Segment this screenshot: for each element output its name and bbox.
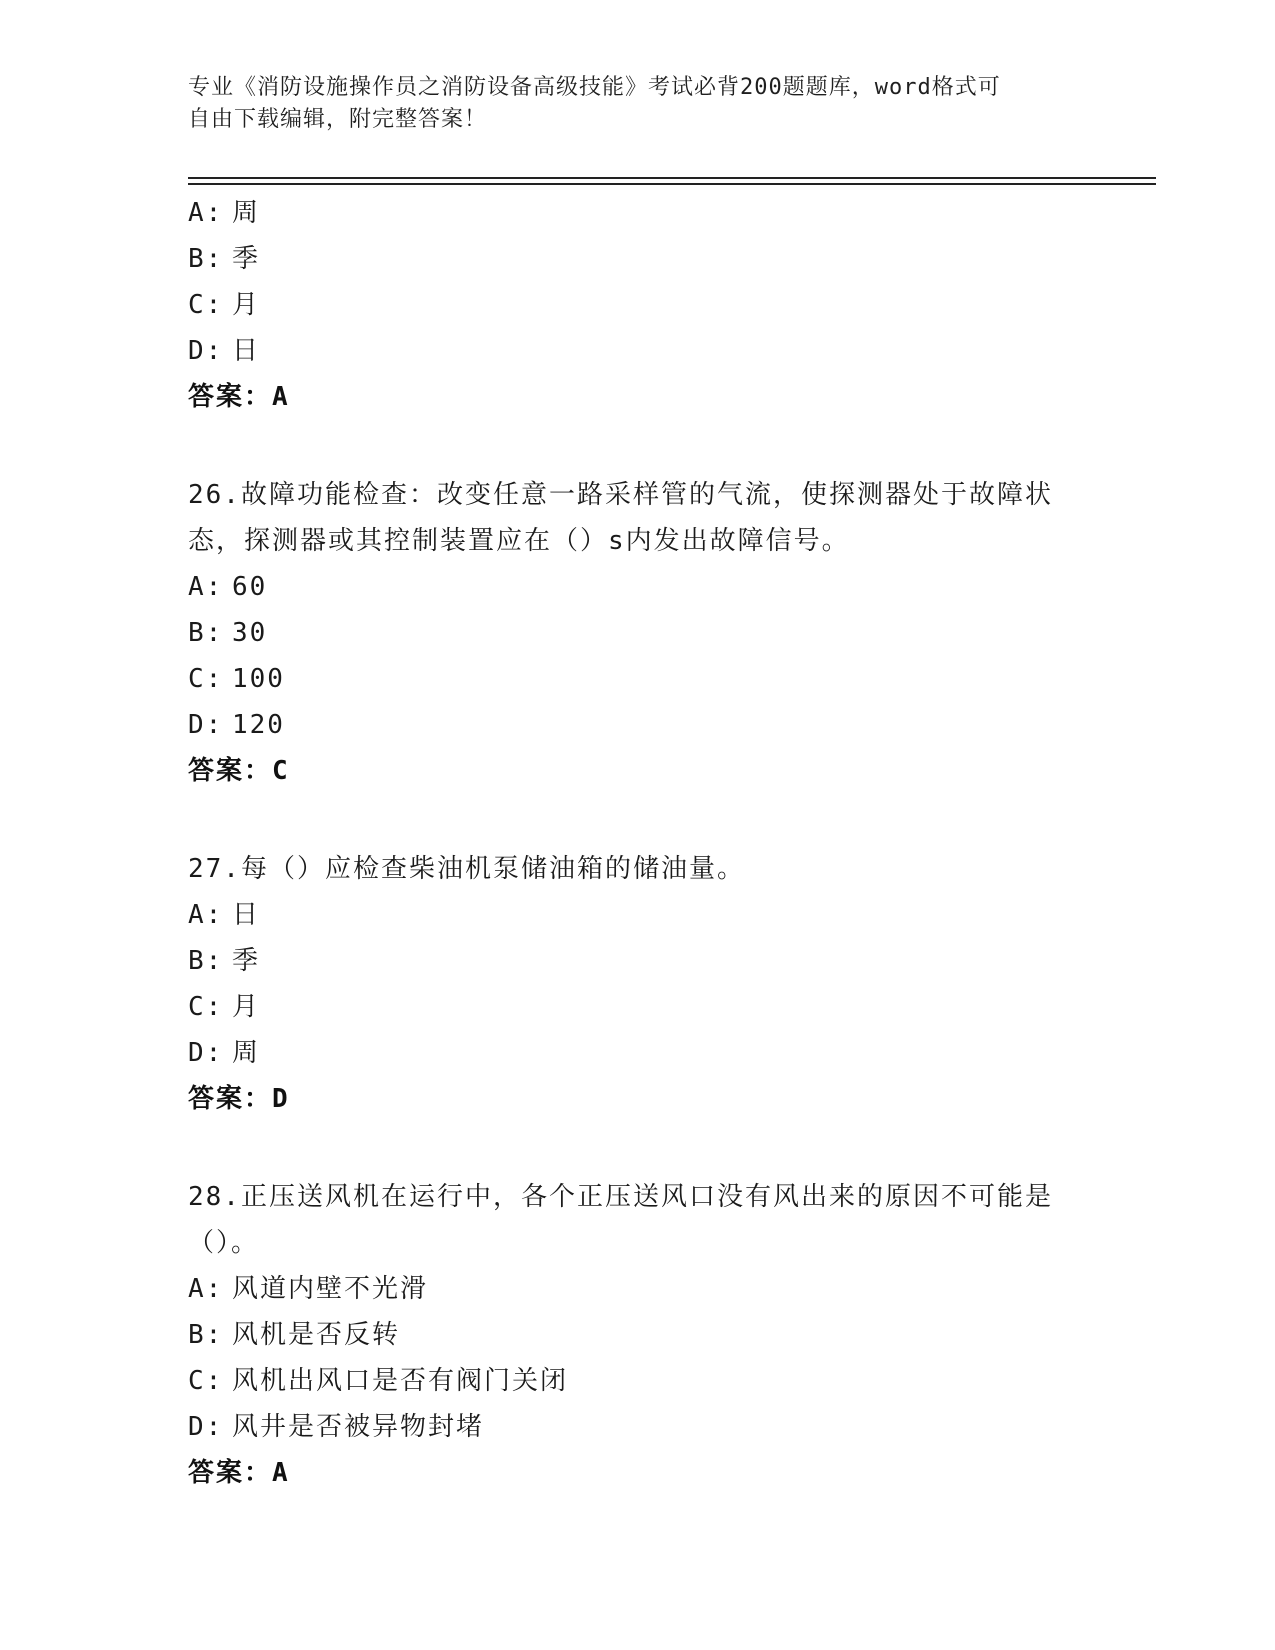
question-text-line: 27.每（）应检查柴油机泵储油箱的储油量。 [188,854,745,884]
option-b [188,1312,1088,1358]
option-key: A: [188,900,224,930]
question-continuation [188,190,1088,420]
option-text: 风道内壁不光滑 [232,1274,429,1304]
option-text: 30 [232,618,268,648]
option-key: C: [188,290,224,320]
option-b [188,236,1088,282]
option-text: 日 [232,336,261,366]
question-list [188,190,1088,1496]
option-text: 日 [232,900,261,930]
option-text: 风机是否反转 [232,1320,401,1350]
option-a [188,1266,1088,1312]
question-text-line: 26.故障功能检查：改变任意一路采样管的气流，使探测器处于故障状 [188,480,1053,510]
option-key: A: [188,572,224,602]
option-key: A: [188,198,224,228]
question-text-line: 态，探测器或其控制装置应在（）s内发出故障信号。 [188,526,850,556]
spacer [188,794,1088,846]
header-rule-bottom [188,183,1156,185]
option-text: 季 [232,244,261,274]
option-key: C: [188,1366,224,1396]
option-d [188,1030,1088,1076]
option-text: 月 [232,290,261,320]
option-a [188,190,1088,236]
header-line-2: 自由下载编辑，附完整答案！ [188,107,488,132]
header-rule-top [188,177,1156,179]
option-key: B: [188,618,224,648]
option-b [188,610,1088,656]
option-text: 风井是否被异物封堵 [232,1412,485,1442]
option-key: D: [188,1038,224,1068]
option-text: 季 [232,946,261,976]
option-text: 周 [232,198,261,228]
answer-line: 答案：A [188,1458,290,1488]
option-c [188,1358,1088,1404]
question-27 [188,846,1088,1122]
option-c [188,282,1088,328]
option-d [188,702,1088,748]
answer-line: 答案：A [188,382,290,412]
answer-line: 答案：C [188,756,290,786]
document-header [188,72,1068,136]
question-28 [188,1174,1088,1496]
option-d [188,328,1088,374]
option-key: B: [188,1320,224,1350]
option-key: C: [188,664,224,694]
option-text: 60 [232,572,268,602]
question-text-line: 28.正压送风机在运行中，各个正压送风口没有风出来的原因不可能是 [188,1182,1053,1212]
option-c [188,656,1088,702]
question-26 [188,472,1088,794]
option-key: D: [188,336,224,366]
option-key: A: [188,1274,224,1304]
option-key: B: [188,244,224,274]
question-text-line: （）。 [188,1228,260,1258]
option-key: D: [188,710,224,740]
option-c [188,984,1088,1030]
option-key: D: [188,1412,224,1442]
option-text: 月 [232,992,261,1022]
option-text: 100 [232,664,285,694]
option-a [188,564,1088,610]
option-key: C: [188,992,224,1022]
option-text: 周 [232,1038,261,1068]
header-line-1: 专业《消防设施操作员之消防设备高级技能》考试必背200题题库，word格式可 [188,75,1001,100]
answer-line: 答案：D [188,1084,290,1114]
option-text: 120 [232,710,285,740]
spacer [188,420,1088,472]
option-key: B: [188,946,224,976]
option-text: 风机出风口是否有阀门关闭 [232,1366,569,1396]
option-b [188,938,1088,984]
option-a [188,892,1088,938]
option-d [188,1404,1088,1450]
spacer [188,1122,1088,1174]
